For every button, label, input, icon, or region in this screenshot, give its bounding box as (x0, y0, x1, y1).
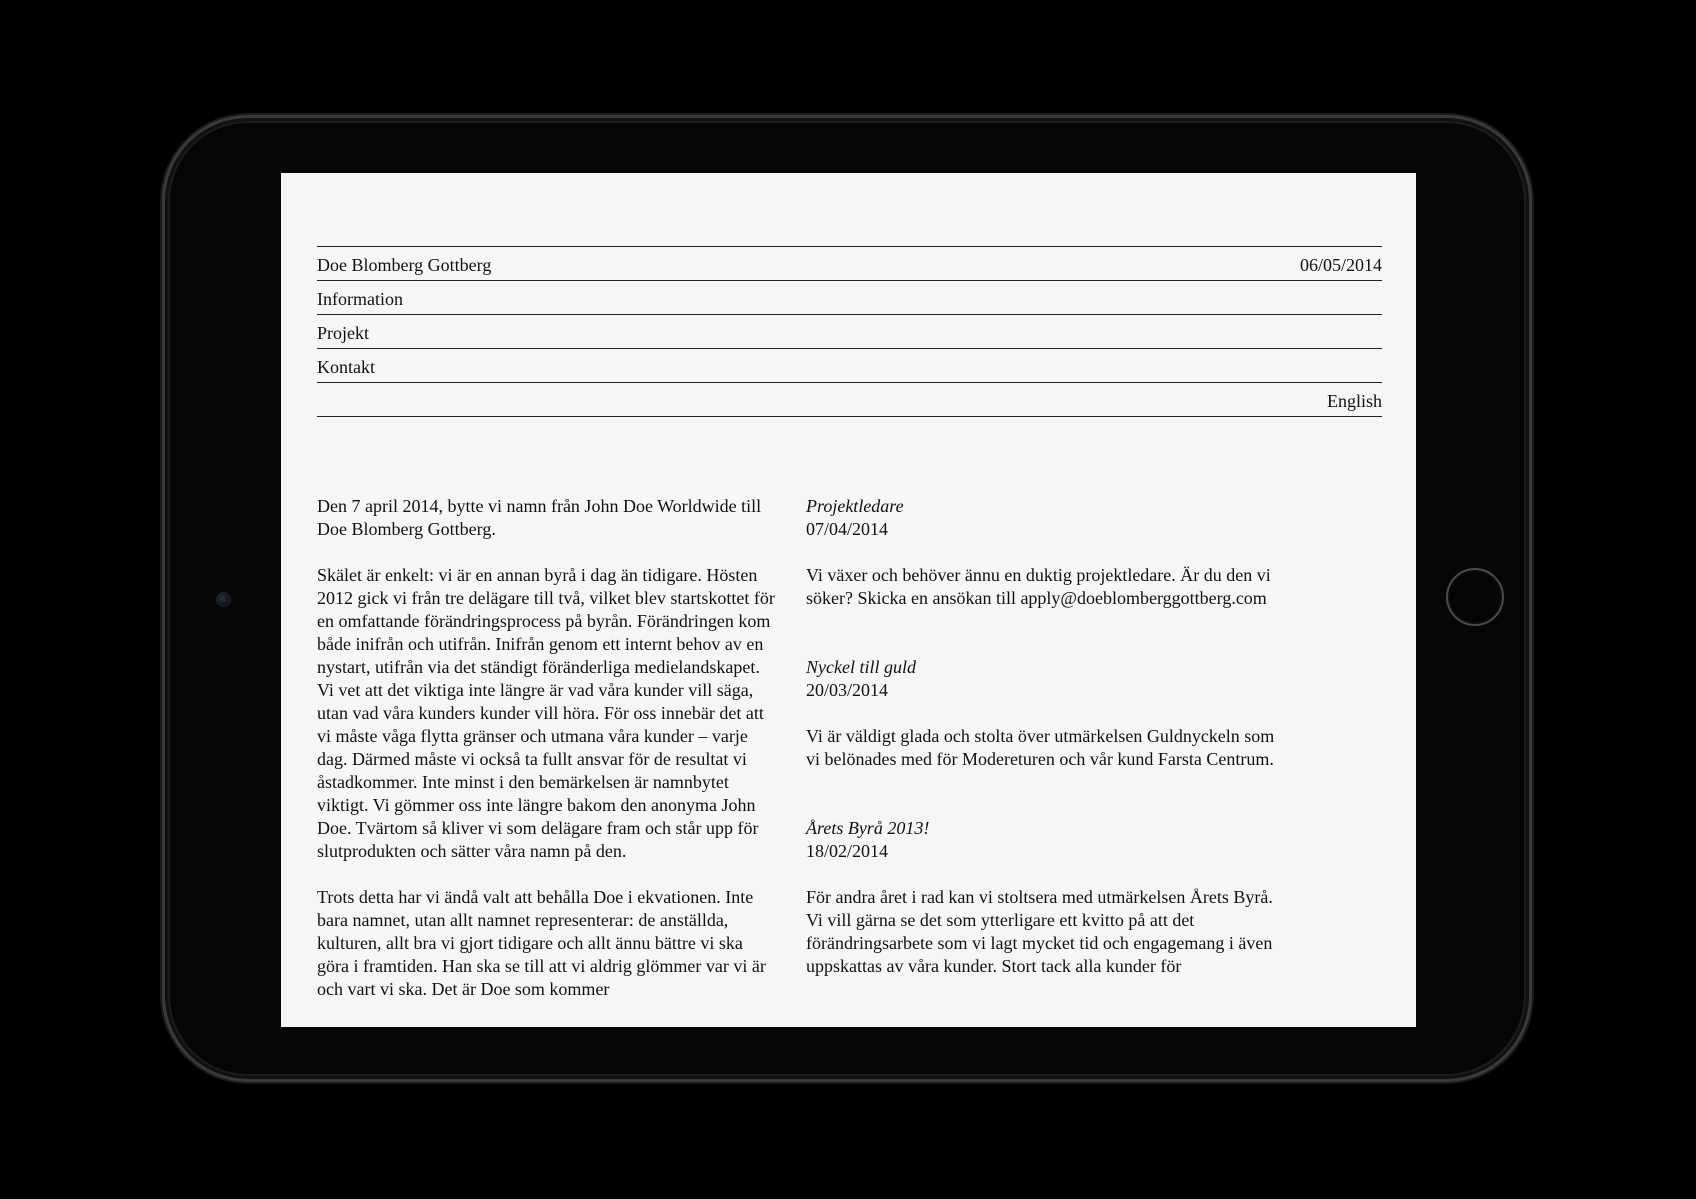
news-body: Vi växer och behöver ännu en duktig projektledare. Är du den vi söker? Skicka en ansökan till apply@doeblomberggottberg.com (806, 565, 1271, 608)
news-item (806, 656, 1276, 771)
camera-icon (216, 592, 231, 607)
home-button[interactable] (1446, 568, 1504, 626)
news-date: 20/03/2014 (806, 680, 889, 700)
language-row (317, 383, 1382, 417)
article-column (317, 495, 777, 1024)
nav-item-information[interactable] (317, 281, 1382, 315)
news-title: Projektledare (806, 496, 904, 516)
language-link[interactable]: English (1326, 390, 1382, 411)
header-date: 06/05/2014 (1299, 254, 1382, 275)
news-title: Årets Byrå 2013! (806, 818, 930, 838)
article-paragraph: Trots detta har vi ändå valt att behålla Doe i ekvationen. Inte bara namnet, utan allt namnet representerar: de anställda, kulturen, allt bra vi gjort tidigare och allt ännu bättre vi ska göra i framtiden. Han ska se till att vi aldrig glömmer var vi är och vart vi ska. Det är Doe som kommer (317, 887, 766, 999)
news-item (806, 817, 1276, 978)
screen (281, 173, 1416, 1027)
site-navigation (317, 246, 1382, 417)
news-title: Nyckel till guld (806, 657, 916, 677)
article-paragraph: Skälet är enkelt: vi är en annan byrå i dag än tidigare. Hösten 2012 gick vi från tre delägare till två, vilket blev startskottet för en omfattande förändringsprocess på byrån. Förändringen kom både inifrån och utifrån. Inifrån genom ett internt behov av en nystart, utifrån via det ständigt föränderliga medielandskapet. Vi vet att det viktiga inte längre är vad våra kunder vill säga, utan vad våra kunders kunder vill höra. För oss innebär det att vi måste våga flytta gränser och utmana våra kunder – varje dag. Därmed måste vi också ta fullt ansvar för de resultat vi åstadkommer. Inte minst i den bemärkelsen är namnbytet viktigt. Vi gömmer oss inte längre bakom den anonyma John Doe. Tvärtom så kliver vi som delägare fram och står upp för slutprodukten och sätter våra namn på den. (317, 565, 775, 861)
news-date: 07/04/2014 (806, 519, 889, 539)
article-paragraph: Den 7 april 2014, bytte vi namn från John Doe Worldwide till Doe Blomberg Gottberg. (317, 496, 762, 539)
nav-item-label[interactable]: Information (317, 288, 403, 309)
news-column (806, 495, 1276, 1024)
header-row (317, 247, 1382, 281)
nav-item-label[interactable]: Projekt (317, 322, 369, 343)
nav-item-label[interactable]: Kontakt (317, 356, 375, 377)
site-name-link[interactable]: Doe Blomberg Gottberg (317, 254, 492, 275)
nav-item-projekt[interactable] (317, 315, 1382, 349)
news-item (806, 495, 1276, 610)
news-body: För andra året i rad kan vi stoltsera med utmärkelsen Årets Byrå. Vi vill gärna se det som ytterligare ett kvitto på att det förändringsarbete som vi lagt mycket tid och engagemang i även uppskattas av våra kunder. Stort tack alla kunder för (806, 887, 1273, 976)
nav-item-kontakt[interactable] (317, 349, 1382, 383)
news-date: 18/02/2014 (806, 841, 889, 861)
news-body: Vi är väldigt glada och stolta över utmärkelsen Guldnyckeln som vi belönades med för Modereturen och vår kund Farsta Centrum. (806, 726, 1275, 769)
